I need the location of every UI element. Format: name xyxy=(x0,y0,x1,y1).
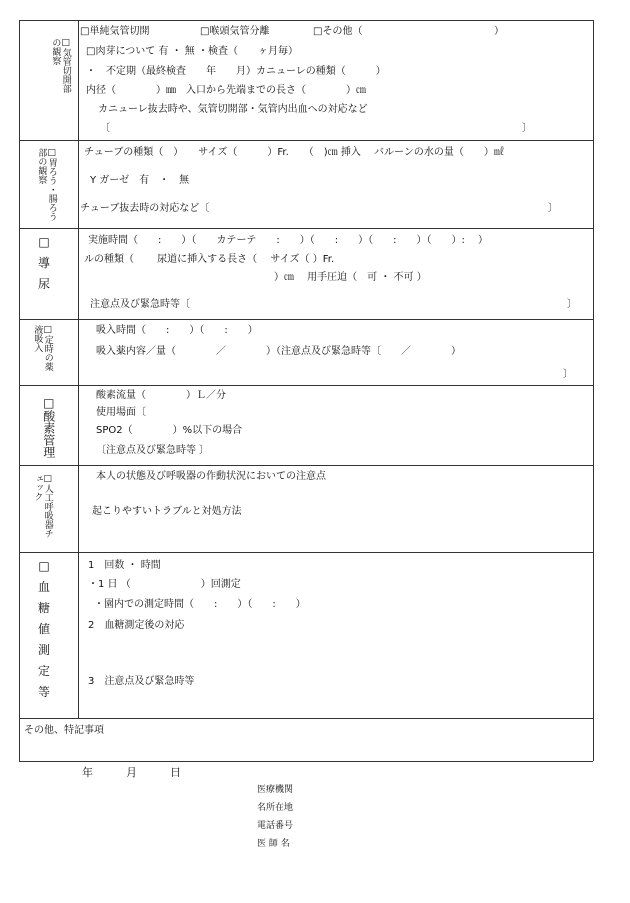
ventilator-trouble-line: 起こりやすいトラブルと対処方法 xyxy=(92,506,242,517)
simple-tracheostomy-checkbox[interactable]: □単純気管切開 xyxy=(80,26,150,37)
catheter-length-line: ）㎝ 用手圧迫（ 可 ・ 不可 ） xyxy=(274,272,427,283)
phone-label: 電話番号 xyxy=(257,821,294,831)
bracket-close: 〕 xyxy=(567,299,577,310)
row-divider xyxy=(19,319,593,320)
catheter-heading: □ 導 尿 xyxy=(37,235,50,291)
catheter-type-line: ルの種類（ 尿道に挿入する長さ（ サイズ（ ）Fr. xyxy=(84,254,335,265)
tube-removal-line: チューブ抜去時の対応など〔 xyxy=(80,203,210,214)
irregular-exam-line: ・ 不定期（最終検査 年 月）カニューレの種類（ ） xyxy=(86,66,386,77)
table-border-bottom xyxy=(19,761,593,762)
oxygen-notes-line: 〔注意点及び緊急時等 〕 xyxy=(96,445,210,456)
table-border-top xyxy=(19,20,593,21)
gastrostomy-heading: □胃ろう・腸ろう 部の観察 xyxy=(36,148,57,221)
glucose-heading: □ 血 糖 値 測 定 等 xyxy=(37,559,50,699)
other-notes-label: その他、特記事項 xyxy=(24,725,104,736)
cannula-removal-line: カニューレ抜去時や、気管切開部・気管内出血への対応など xyxy=(98,104,368,115)
usage-scene-line: 使用場面〔 xyxy=(96,407,146,418)
inhalation-heading: □定時の薬 液吸入 xyxy=(32,325,53,371)
ventilator-caution-line: 本人の状態及び呼吸器の作動状況においての注意点 xyxy=(96,471,326,482)
inhalation-content-line: 吸入薬内容／量（ ／ ）（注意点及び緊急時等〔 ／ ） xyxy=(96,346,461,357)
catheter-time-line: 実施時間（ : ）（ カテーテ : ）（ : ）（ : ）（ ）: ） xyxy=(88,235,489,246)
date-field: 年 月 日 xyxy=(82,766,181,779)
laryngotracheal-separation-checkbox[interactable]: □喉頭気管分離 xyxy=(200,26,270,37)
doctor-name-label: 医 師 名 xyxy=(257,839,290,849)
row-divider xyxy=(19,140,593,141)
row-divider xyxy=(19,385,593,386)
table-border-left xyxy=(19,20,20,761)
row-divider xyxy=(19,552,593,553)
bracket-close: ） xyxy=(494,26,504,37)
spo2-line: SPO2（ ）%以下の場合 xyxy=(96,425,243,436)
glucose-time-line: ・園内での測定時間（ : ）（ : ） xyxy=(94,599,306,610)
catheter-notes-line: 注意点及び緊急時等〔 xyxy=(90,299,190,310)
glucose-notes-line: 3 注意点及び緊急時等 xyxy=(88,676,195,687)
row-divider xyxy=(19,465,593,466)
glucose-frequency-line: 1 回数 ・ 時間 xyxy=(88,560,161,571)
tracheostomy-heading: □気管切開部 の観察 xyxy=(50,38,71,93)
inhalation-time-line: 吸入時間（ : ）（ : ） xyxy=(96,325,258,336)
row-divider xyxy=(19,718,593,719)
bracket-close: 〕 xyxy=(563,369,573,380)
label-column-divider xyxy=(78,20,79,718)
glucose-daily-line: ・1 日 （ ）回測定 xyxy=(88,579,241,590)
y-gauze-line: Y ガーゼ 有 ・ 無 xyxy=(90,175,190,186)
oxygen-heading: □酸素管理 xyxy=(41,396,56,458)
ventilator-heading: □人工呼吸器チ ェック xyxy=(32,474,53,538)
table-border-right xyxy=(593,20,594,761)
medical-institution-label: 医療機関 xyxy=(257,785,294,795)
bracket-close: 〕 xyxy=(548,203,558,214)
tube-type-line: チューブの種類（ ） サイズ（ ）Fr. （ )㎝ 挿入 バルーンの水の量（ ）㎖ xyxy=(84,147,504,158)
address-label: 名所在地 xyxy=(257,803,294,813)
bracket-open: 〔 xyxy=(100,123,110,134)
bracket-close: 〕 xyxy=(522,123,532,134)
other-checkbox[interactable]: □その他（ xyxy=(313,26,363,37)
granulation-line: □肉芽について 有 ・ 無 ・検査（ ヶ月毎） xyxy=(86,46,298,57)
row-divider xyxy=(19,228,593,229)
glucose-after-line: 2 血糖測定後の対応 xyxy=(88,620,185,631)
inner-diameter-line: 内径（ ）㎜ 入口から先端までの長さ（ ）㎝ xyxy=(86,85,366,96)
oxygen-flow-line: 酸素流量（ ）Ｌ／分 xyxy=(96,390,226,401)
